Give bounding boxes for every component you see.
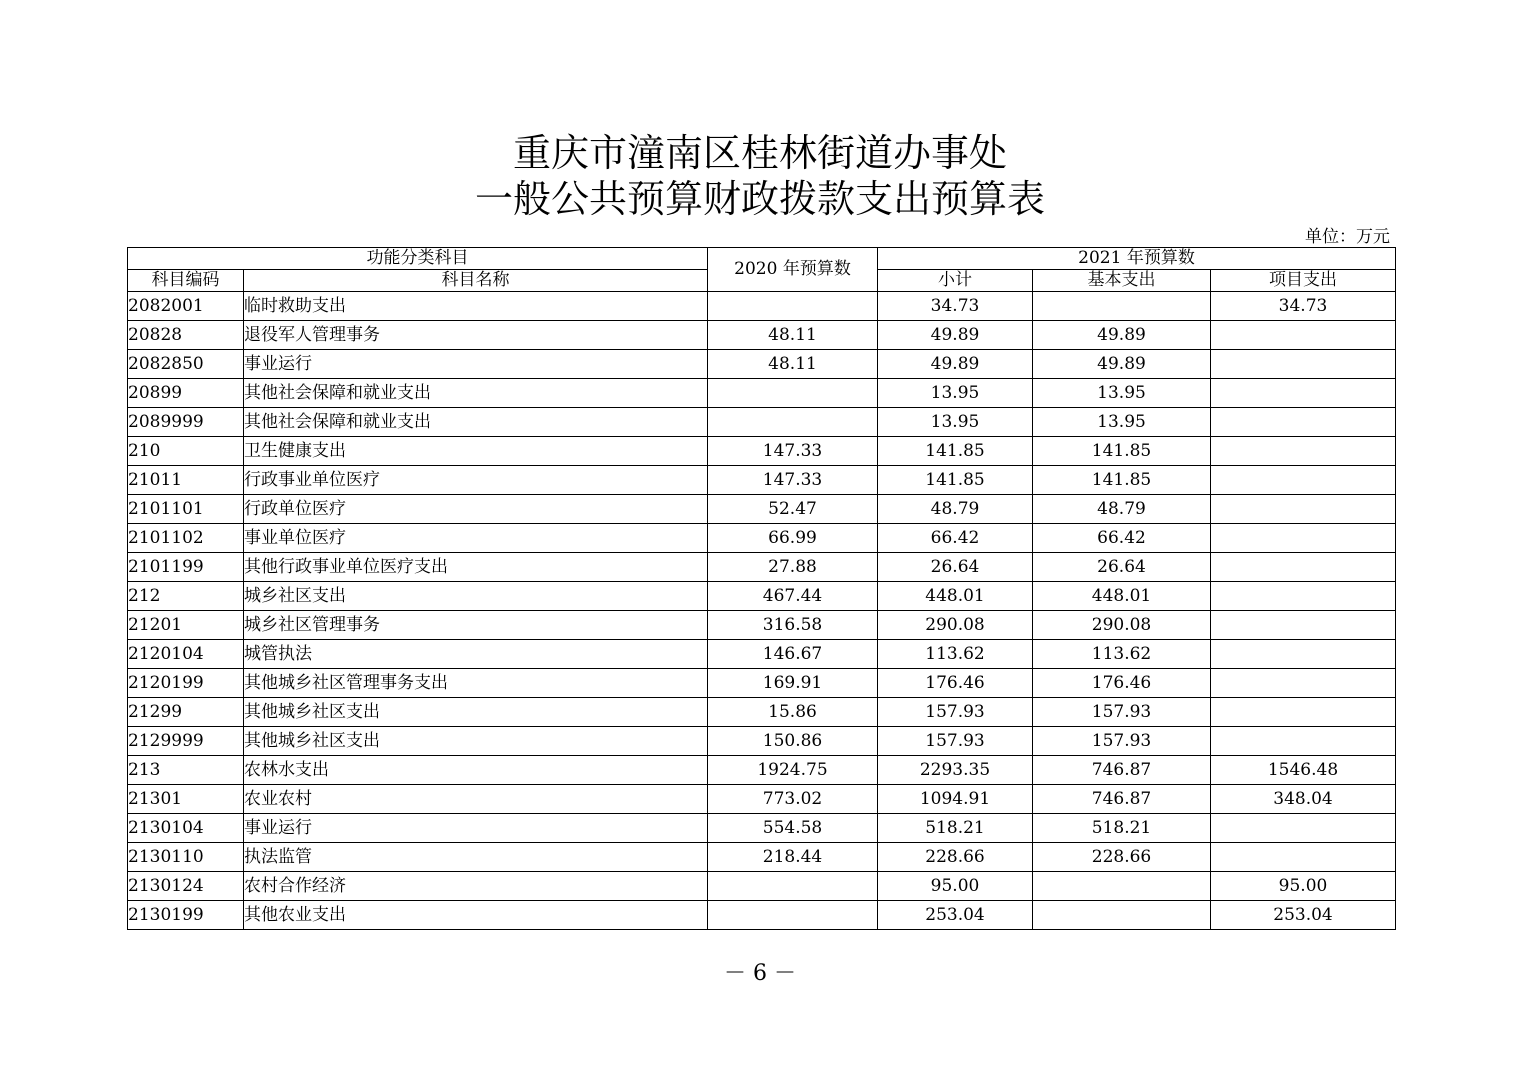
cell-code: 2130104 xyxy=(128,814,244,843)
table-row xyxy=(128,408,1396,437)
cell-basic: 141.85 xyxy=(1033,466,1211,495)
cell-code: 20828 xyxy=(128,321,244,350)
cell-basic: 228.66 xyxy=(1033,843,1211,872)
cell-subtotal: 13.95 xyxy=(878,408,1033,437)
table-row xyxy=(128,466,1396,495)
cell-name: 农业农村 xyxy=(244,785,708,814)
cell-code: 2101101 xyxy=(128,495,244,524)
cell-name: 临时救助支出 xyxy=(244,292,708,321)
cell-subtotal: 66.42 xyxy=(878,524,1033,553)
cell-basic: 157.93 xyxy=(1033,727,1211,756)
cell-code: 212 xyxy=(128,582,244,611)
cell-basic: 448.01 xyxy=(1033,582,1211,611)
cell-budget-2020: 316.58 xyxy=(708,611,878,640)
cell-subtotal: 290.08 xyxy=(878,611,1033,640)
cell-project xyxy=(1211,640,1396,669)
table-row xyxy=(128,495,1396,524)
cell-project xyxy=(1211,408,1396,437)
cell-budget-2020: 147.33 xyxy=(708,466,878,495)
cell-budget-2020: 218.44 xyxy=(708,843,878,872)
table-row xyxy=(128,582,1396,611)
cell-code: 21299 xyxy=(128,698,244,727)
cell-code: 2130199 xyxy=(128,901,244,930)
cell-name: 其他社会保障和就业支出 xyxy=(244,408,708,437)
cell-project xyxy=(1211,495,1396,524)
cell-name: 其他行政事业单位医疗支出 xyxy=(244,553,708,582)
cell-name: 执法监管 xyxy=(244,843,708,872)
cell-project: 1546.48 xyxy=(1211,756,1396,785)
cell-name: 其他城乡社区支出 xyxy=(244,698,708,727)
cell-subtotal: 1094.91 xyxy=(878,785,1033,814)
table-row xyxy=(128,727,1396,756)
cell-code: 21011 xyxy=(128,466,244,495)
cell-project xyxy=(1211,727,1396,756)
cell-name: 其他城乡社区支出 xyxy=(244,727,708,756)
cell-project xyxy=(1211,350,1396,379)
cell-basic xyxy=(1033,872,1211,901)
cell-project xyxy=(1211,843,1396,872)
header-budget-2020: 2020 年预算数 xyxy=(708,248,878,292)
cell-name: 农村合作经济 xyxy=(244,872,708,901)
cell-project xyxy=(1211,698,1396,727)
cell-project xyxy=(1211,524,1396,553)
cell-subtotal: 157.93 xyxy=(878,727,1033,756)
unit-label: 单位：万元 xyxy=(1305,227,1390,247)
cell-name: 行政单位医疗 xyxy=(244,495,708,524)
cell-name: 事业单位医疗 xyxy=(244,524,708,553)
cell-name: 退役军人管理事务 xyxy=(244,321,708,350)
page-number: － 6 － xyxy=(724,961,796,986)
cell-budget-2020 xyxy=(708,872,878,901)
cell-basic: 746.87 xyxy=(1033,756,1211,785)
table-row xyxy=(128,321,1396,350)
cell-project xyxy=(1211,582,1396,611)
cell-project xyxy=(1211,437,1396,466)
cell-budget-2020: 146.67 xyxy=(708,640,878,669)
cell-basic: 176.46 xyxy=(1033,669,1211,698)
cell-name: 行政事业单位医疗 xyxy=(244,466,708,495)
cell-code: 2101102 xyxy=(128,524,244,553)
cell-subtotal: 48.79 xyxy=(878,495,1033,524)
cell-basic: 113.62 xyxy=(1033,640,1211,669)
table-row xyxy=(128,756,1396,785)
table-row xyxy=(128,901,1396,930)
cell-subtotal: 49.89 xyxy=(878,321,1033,350)
cell-budget-2020 xyxy=(708,901,878,930)
cell-subtotal: 448.01 xyxy=(878,582,1033,611)
cell-code: 2101199 xyxy=(128,553,244,582)
cell-project: 348.04 xyxy=(1211,785,1396,814)
header-code: 科目编码 xyxy=(128,270,244,292)
cell-subtotal: 2293.35 xyxy=(878,756,1033,785)
cell-name: 其他农业支出 xyxy=(244,901,708,930)
table-row xyxy=(128,843,1396,872)
cell-budget-2020: 52.47 xyxy=(708,495,878,524)
cell-subtotal: 113.62 xyxy=(878,640,1033,669)
header-name: 科目名称 xyxy=(244,270,708,292)
header-func-class: 功能分类科目 xyxy=(128,248,708,270)
cell-budget-2020 xyxy=(708,292,878,321)
cell-subtotal: 176.46 xyxy=(878,669,1033,698)
cell-basic: 518.21 xyxy=(1033,814,1211,843)
cell-name: 其他城乡社区管理事务支出 xyxy=(244,669,708,698)
cell-subtotal: 157.93 xyxy=(878,698,1033,727)
cell-name: 其他社会保障和就业支出 xyxy=(244,379,708,408)
table-row xyxy=(128,814,1396,843)
cell-subtotal: 228.66 xyxy=(878,843,1033,872)
cell-code: 21201 xyxy=(128,611,244,640)
cell-basic: 26.64 xyxy=(1033,553,1211,582)
cell-subtotal: 13.95 xyxy=(878,379,1033,408)
cell-subtotal: 518.21 xyxy=(878,814,1033,843)
cell-subtotal: 253.04 xyxy=(878,901,1033,930)
document-title-line1: 重庆市潼南区桂林街道办事处 xyxy=(512,131,1007,175)
cell-budget-2020: 147.33 xyxy=(708,437,878,466)
cell-basic: 66.42 xyxy=(1033,524,1211,553)
cell-basic: 290.08 xyxy=(1033,611,1211,640)
cell-code: 2129999 xyxy=(128,727,244,756)
cell-project: 34.73 xyxy=(1211,292,1396,321)
table-row xyxy=(128,785,1396,814)
table-row xyxy=(128,640,1396,669)
cell-code: 2120199 xyxy=(128,669,244,698)
cell-basic: 157.93 xyxy=(1033,698,1211,727)
cell-subtotal: 95.00 xyxy=(878,872,1033,901)
cell-budget-2020: 554.58 xyxy=(708,814,878,843)
cell-project: 95.00 xyxy=(1211,872,1396,901)
cell-project xyxy=(1211,379,1396,408)
table-row xyxy=(128,872,1396,901)
cell-code: 20899 xyxy=(128,379,244,408)
cell-basic: 48.79 xyxy=(1033,495,1211,524)
cell-project xyxy=(1211,553,1396,582)
cell-budget-2020: 773.02 xyxy=(708,785,878,814)
cell-name: 事业运行 xyxy=(244,814,708,843)
cell-basic: 49.89 xyxy=(1033,321,1211,350)
cell-project xyxy=(1211,466,1396,495)
table-row xyxy=(128,611,1396,640)
cell-budget-2020: 1924.75 xyxy=(708,756,878,785)
cell-subtotal: 34.73 xyxy=(878,292,1033,321)
cell-code: 2082001 xyxy=(128,292,244,321)
cell-code: 213 xyxy=(128,756,244,785)
header-budget-2021: 2021 年预算数 xyxy=(878,248,1396,270)
cell-basic: 13.95 xyxy=(1033,408,1211,437)
document-title-line2: 一般公共预算财政拨款支出预算表 xyxy=(474,177,1045,221)
cell-code: 2089999 xyxy=(128,408,244,437)
cell-basic xyxy=(1033,292,1211,321)
table-row xyxy=(128,379,1396,408)
cell-basic: 13.95 xyxy=(1033,379,1211,408)
table-row xyxy=(128,350,1396,379)
table-row xyxy=(128,292,1396,321)
cell-budget-2020: 169.91 xyxy=(708,669,878,698)
table-row xyxy=(128,524,1396,553)
cell-budget-2020: 48.11 xyxy=(708,350,878,379)
cell-code: 2130110 xyxy=(128,843,244,872)
header-project: 项目支出 xyxy=(1211,270,1396,292)
cell-budget-2020: 48.11 xyxy=(708,321,878,350)
cell-name: 城乡社区管理事务 xyxy=(244,611,708,640)
cell-code: 21301 xyxy=(128,785,244,814)
cell-project xyxy=(1211,611,1396,640)
cell-budget-2020: 467.44 xyxy=(708,582,878,611)
table-body xyxy=(128,292,1396,930)
budget-table xyxy=(127,247,1396,930)
cell-subtotal: 141.85 xyxy=(878,466,1033,495)
cell-budget-2020 xyxy=(708,408,878,437)
cell-name: 事业运行 xyxy=(244,350,708,379)
cell-subtotal: 49.89 xyxy=(878,350,1033,379)
table-row xyxy=(128,553,1396,582)
header-subtotal: 小计 xyxy=(878,270,1033,292)
cell-basic: 746.87 xyxy=(1033,785,1211,814)
cell-code: 2120104 xyxy=(128,640,244,669)
cell-subtotal: 26.64 xyxy=(878,553,1033,582)
cell-budget-2020: 150.86 xyxy=(708,727,878,756)
cell-code: 2130124 xyxy=(128,872,244,901)
cell-basic xyxy=(1033,901,1211,930)
header-basic: 基本支出 xyxy=(1033,270,1211,292)
cell-name: 城乡社区支出 xyxy=(244,582,708,611)
cell-project xyxy=(1211,669,1396,698)
cell-subtotal: 141.85 xyxy=(878,437,1033,466)
cell-budget-2020: 66.99 xyxy=(708,524,878,553)
table-row xyxy=(128,669,1396,698)
table-row xyxy=(128,437,1396,466)
cell-project: 253.04 xyxy=(1211,901,1396,930)
cell-project xyxy=(1211,814,1396,843)
cell-project xyxy=(1211,321,1396,350)
cell-code: 210 xyxy=(128,437,244,466)
cell-name: 卫生健康支出 xyxy=(244,437,708,466)
cell-budget-2020 xyxy=(708,379,878,408)
cell-basic: 141.85 xyxy=(1033,437,1211,466)
cell-budget-2020: 27.88 xyxy=(708,553,878,582)
cell-name: 农林水支出 xyxy=(244,756,708,785)
cell-name: 城管执法 xyxy=(244,640,708,669)
cell-basic: 49.89 xyxy=(1033,350,1211,379)
cell-budget-2020: 15.86 xyxy=(708,698,878,727)
cell-code: 2082850 xyxy=(128,350,244,379)
table-row xyxy=(128,698,1396,727)
